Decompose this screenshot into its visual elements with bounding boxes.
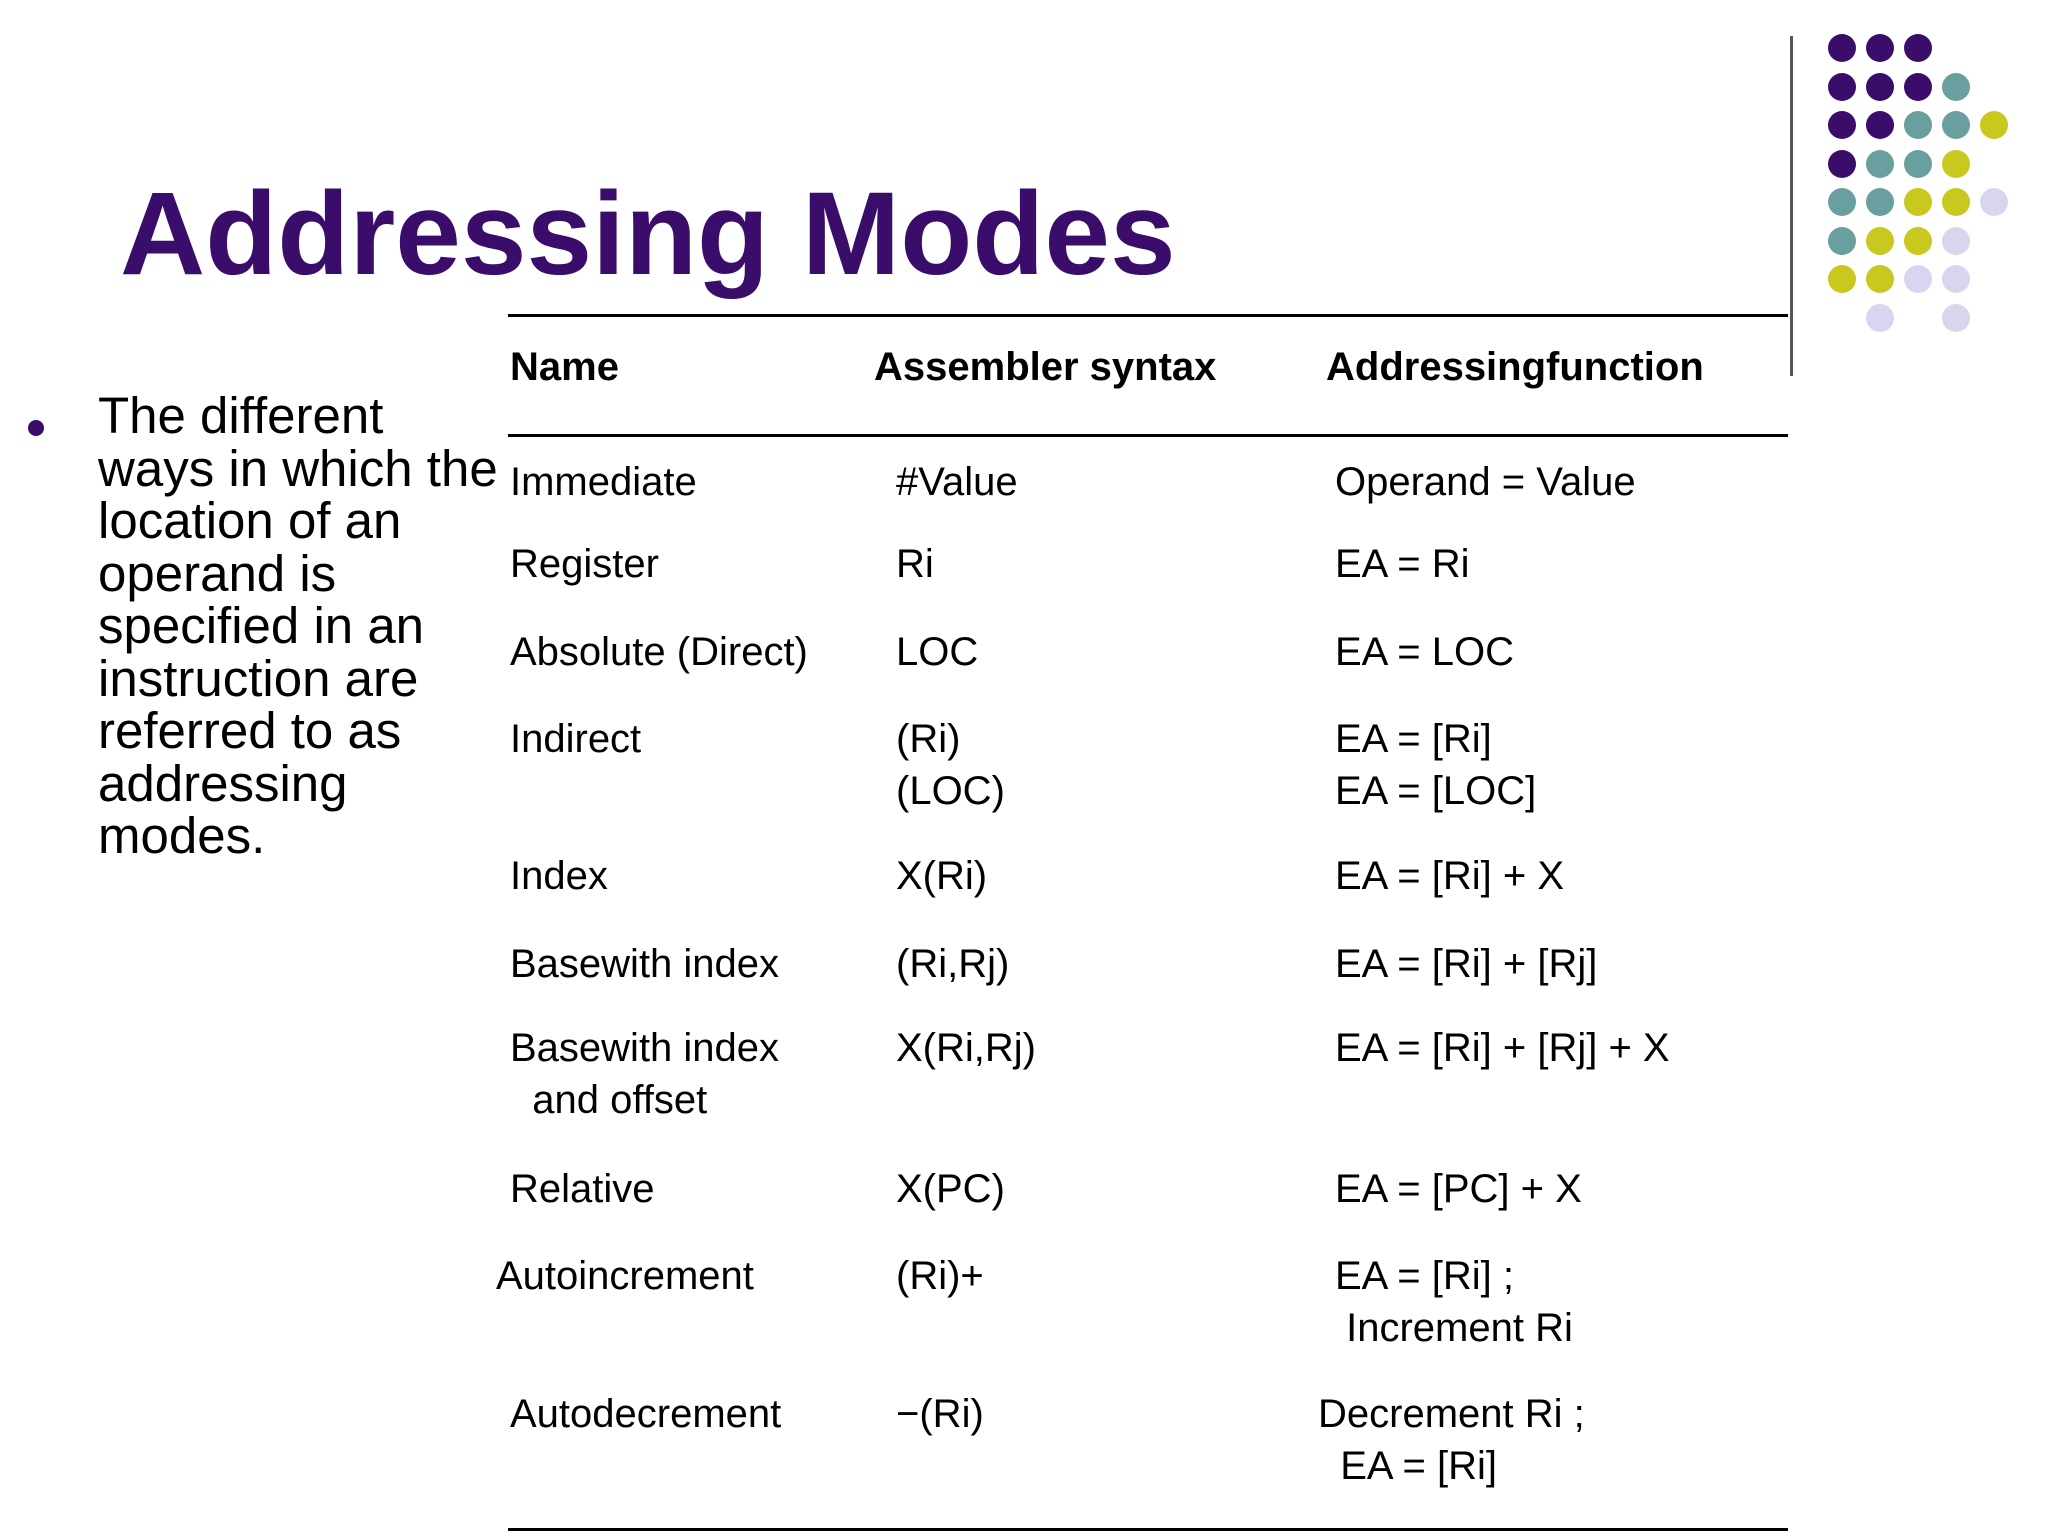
row-syntax: Ri [896,542,934,586]
decorative-dot [1904,150,1932,178]
row-name: Basewith index [510,942,780,986]
decorative-dot [1942,188,1970,216]
decorative-dot [1866,304,1894,332]
decorative-dot [1942,73,1970,101]
row-function: Operand = Value [1335,460,1636,504]
decorative-dot [1942,227,1970,255]
decorative-dot [1866,73,1894,101]
decorative-dot [1866,265,1894,293]
decorative-dot [1942,265,1970,293]
decorative-dot [1904,111,1932,139]
decorative-dot [1866,227,1894,255]
row-name: Autodecrement [510,1392,782,1436]
row-syntax: (Ri,Rj) [896,942,1010,986]
row-name: Relative [510,1167,655,1211]
table-header-rule [508,434,1788,437]
row-syntax: X(PC) [896,1167,1005,1211]
decorative-dot [1980,188,2008,216]
decorative-dot [1866,188,1894,216]
decorative-dot [1904,188,1932,216]
table-top-rule [508,314,1788,317]
decorative-dot [1828,34,1856,62]
header-function: Addressingfunction [1326,345,1704,389]
decorative-dot [1828,150,1856,178]
slide-title: Addressing Modes [120,168,1176,300]
row-syntax: X(Ri,Rj) [896,1026,1036,1070]
row-function: EA = [Ri] + [Rj] + X [1335,1026,1670,1070]
row-syntax: X(Ri) [896,854,988,898]
row-name: Indirect [510,717,642,761]
decorative-dot [1866,111,1894,139]
row-syntax: (Ri) (LOC) [896,717,1005,813]
row-name: Index [510,854,608,898]
decorative-dot [1866,34,1894,62]
decorative-dot [1980,111,2008,139]
row-name: Basewith index and offset [510,1026,780,1122]
bullet-text: The different ways in which the location of an operand is specified in an instruction are referred to as addressing modes. [98,387,498,864]
decorative-dot [1828,111,1856,139]
row-function: EA = Ri [1335,542,1470,586]
row-function: EA = [Ri] + X [1335,854,1565,898]
decorative-dot [1942,150,1970,178]
decorative-dot [1942,304,1970,332]
row-syntax: LOC [896,630,979,674]
row-function: Decrement Ri ; EA = [Ri] [1318,1392,1585,1488]
table-bottom-rule [508,1528,1788,1531]
decorative-dot [1828,188,1856,216]
decorative-dot [1828,227,1856,255]
decorative-dot [1866,150,1894,178]
decorative-dot [1904,73,1932,101]
row-name: Autoincrement [496,1254,754,1298]
header-syntax: Assembler syntax [874,345,1217,389]
row-function: EA = LOC [1335,630,1514,674]
row-function: EA = [Ri] EA = [LOC] [1335,717,1537,813]
decorative-dot [1828,265,1856,293]
decorative-dot [1904,265,1932,293]
row-syntax: (Ri)+ [896,1254,984,1298]
row-name: Register [510,542,659,586]
bullet-marker [28,420,44,436]
row-name: Absolute (Direct) [510,630,808,674]
row-function: EA = [Ri] ; Increment Ri [1335,1254,1573,1350]
header-name: Name [510,345,619,389]
row-name: Immediate [510,460,697,504]
decorative-dot [1942,111,1970,139]
vertical-divider [1790,36,1793,376]
row-function: EA = [Ri] + [Rj] [1335,942,1598,986]
row-syntax: −(Ri) [896,1392,984,1436]
row-function: EA = [PC] + X [1335,1167,1582,1211]
decorative-dot [1828,73,1856,101]
row-syntax: #Value [896,460,1018,504]
decorative-dot [1904,34,1932,62]
decorative-dot [1904,227,1932,255]
